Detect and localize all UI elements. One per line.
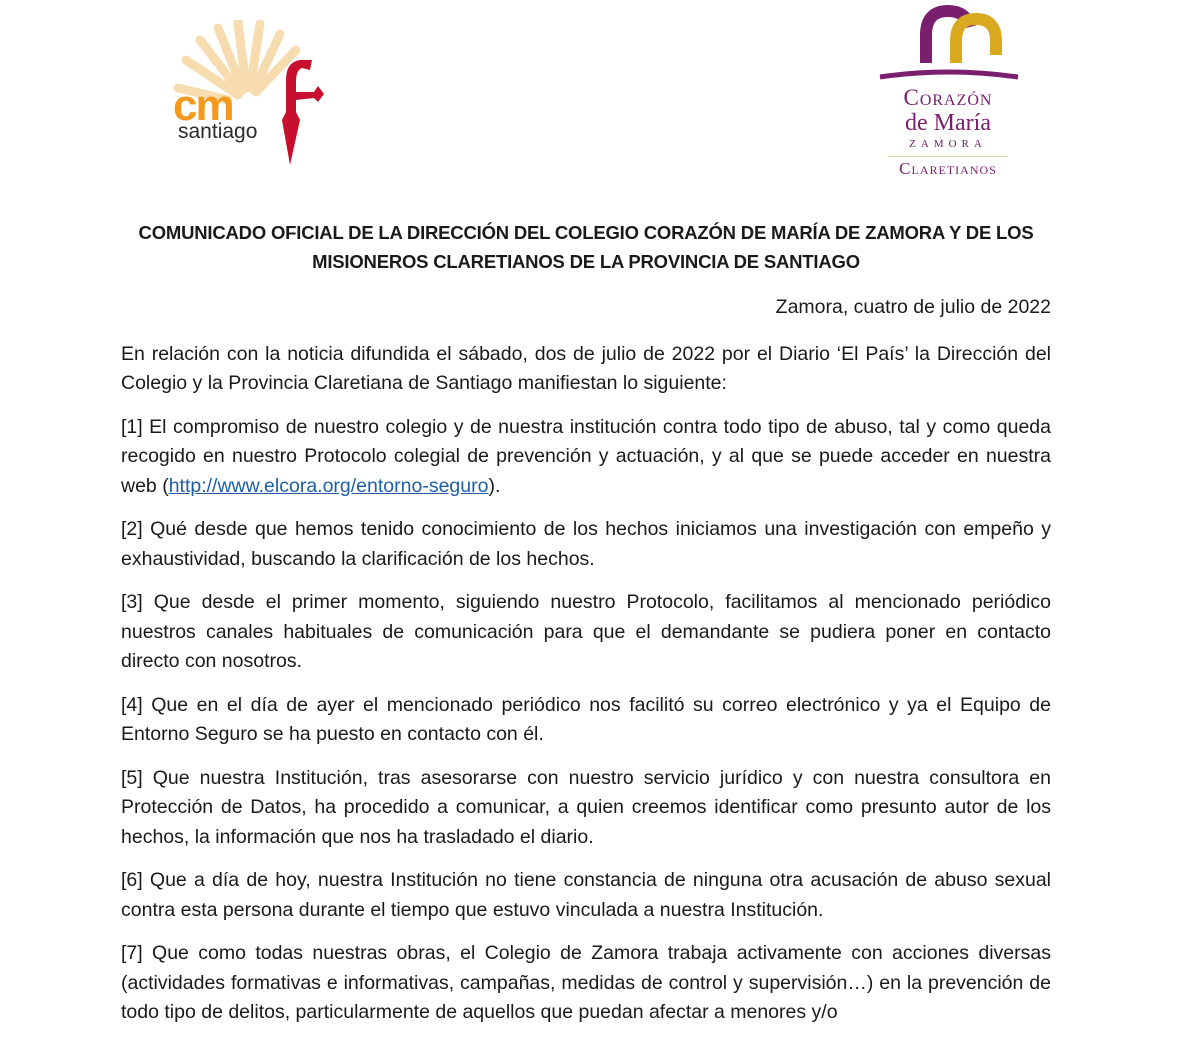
point-6: [6] Que a día de hoy, nuestra Institución no tiene constancia de ninguna otra acusación de abuso sexual contra esta persona durante el tiempo que estuvo vinculada a nuestra Institución. xyxy=(121,869,1051,921)
logo-line-de-maria: de María xyxy=(905,110,991,136)
arches-icon xyxy=(868,5,1028,85)
point-2: [2] Qué desde que hemos tenido conocimiento de los hechos iniciamos una investigación con empeño y exhaustividad, buscando la clarificación de los hechos. xyxy=(121,518,1051,570)
logo-divider xyxy=(888,156,1008,157)
document-title xyxy=(121,218,1051,276)
corazon-de-maria-logo xyxy=(868,5,1028,185)
document-date: Zamora, cuatro de julio de 2022 xyxy=(775,296,1051,318)
logo-line-zamora: ZAMORA xyxy=(909,138,987,150)
entorno-seguro-link[interactable]: http://www.elcora.org/entorno-seguro xyxy=(168,474,489,497)
document-body xyxy=(121,218,1051,1042)
point-3: [3] Que desde el primer momento, siguiendo nuestro Protocolo, facilitamos al mencionado periódico nuestros canales habituales de comunicación para que el demandante se pudiera poner en contacto directo con nosotros. xyxy=(121,591,1051,672)
cmf-santiago-logo xyxy=(168,20,338,170)
logo-line-corazon: Corazón xyxy=(903,85,993,110)
point-4: [4] Que en el día de ayer el mencionado periódico nos facilitó su correo electrónico y ya el Equipo de Entorno Seguro se ha puesto en contacto con él. xyxy=(121,693,1051,745)
point-1 xyxy=(121,413,1051,502)
point-1-end: ). xyxy=(488,474,501,497)
sun-rays-icon xyxy=(168,20,338,170)
point-7: [7] Que como todas nuestras obras, el Colegio de Zamora trabaja activamente con acciones diversas (actividades formativas e informativas, campañas, medidas de control y supervisión…) en la prevención de todo tipo de delitos, particularmente de aquellos que puedan afectar a menores y/o xyxy=(121,942,1051,1023)
point-5: [5] Que nuestra Institución, tras asesorarse con nuestro servicio jurídico y con nuestra consultora en Protección de Datos, ha procedido a comunicar, a quien creemos identificar como presunto autor de los hechos, la información que nos ha trasladado el diario. xyxy=(121,766,1051,848)
title-line-2: MISIONEROS CLARETIANOS DE LA PROVINCIA DE SANTIAGO xyxy=(312,251,860,272)
logo-line-claretianos: Claretianos xyxy=(899,159,997,178)
point-1-text: [1] El compromiso de nuestro colegio y de nuestra institución contra todo tipo de abuso, tal y como queda recogido en nuestro Protocolo colegial de prevención y actuación, y al que se puede acceder en nuestra web ( xyxy=(121,415,1051,497)
cmf-sub-text: santiago xyxy=(178,120,258,143)
intro-paragraph: En relación con la noticia difundida el sábado, dos de julio de 2022 por el Diario ‘El País’ la Dirección del Colegio y la Provincia Claretiana de Santiago manifiestan lo siguiente: xyxy=(121,342,1051,394)
title-line-1: COMUNICADO OFICIAL DE LA DIRECCIÓN DEL COLEGIO CORAZÓN DE MARÍA DE ZAMORA Y DE LOS xyxy=(138,222,1034,243)
svg-text:cm: cm xyxy=(173,81,233,130)
